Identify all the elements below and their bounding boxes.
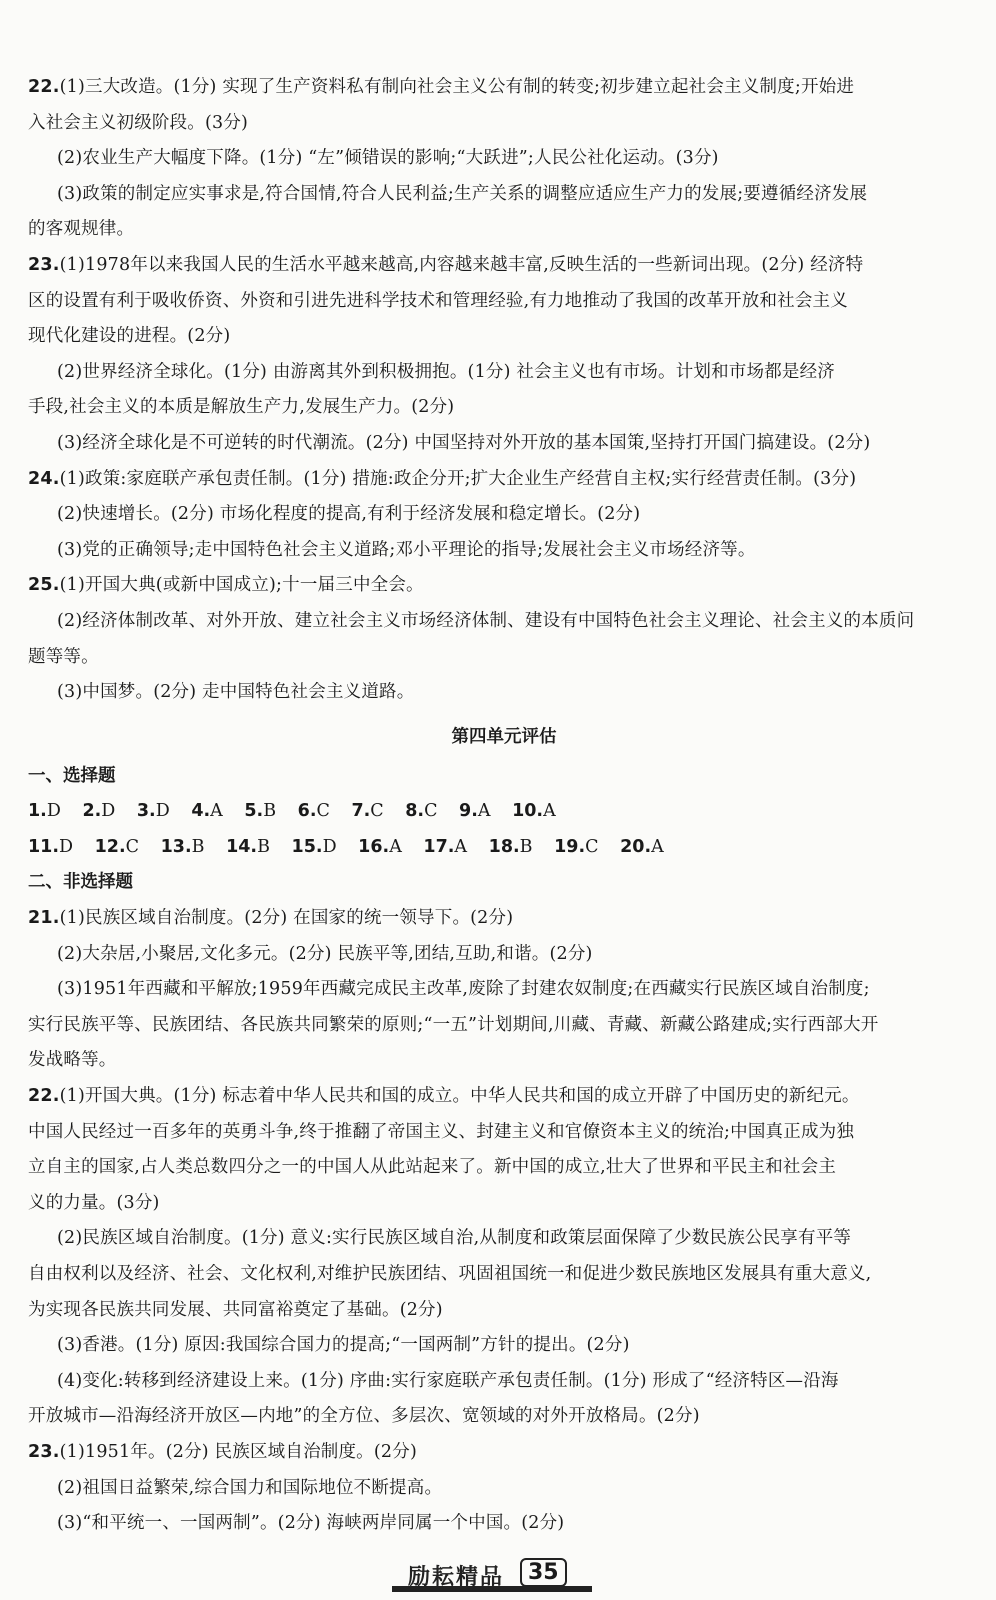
- q22b-line9: (4)变化:转移到经济建设上来。(1分) 序曲:实行家庭联产承包责任制。(1分) 形成了“经济特区—沿海: [57, 1370, 839, 1391]
- q24a-line1: 24.(1)政策:家庭联产承包责任制。(1分) 措施:政企分开;扩大企业生产经营自主权;实行经营责任制。(3分): [28, 468, 857, 489]
- choice-answer: 1.D: [28, 801, 61, 822]
- q22b-line10: 开放城市—沿海经济开放区—内地”的全方位、多层次、宽领域的对外开放格局。(2分): [28, 1406, 700, 1427]
- choice-answer: 14.B: [226, 836, 270, 857]
- question-number: 21.: [28, 908, 60, 929]
- q24a-line2: (2)快速增长。(2分) 市场化程度的提高,有利于经济发展和稳定增长。(2分): [57, 504, 641, 525]
- choice-answer: 18.B: [488, 836, 533, 857]
- question-number: 23.: [28, 1441, 60, 1462]
- q25a-line4: (3)中国梦。(2分) 走中国特色社会主义道路。: [57, 682, 415, 703]
- choice-answer: 9.A: [459, 801, 491, 822]
- q24a-line3: (3)党的正确领导;走中国特色社会主义道路;邓小平理论的指导;发展社会主义市场经济等。: [57, 539, 756, 560]
- q21b-line4: 实行民族平等、民族团结、各民族共同繁荣的原则;“一五”计划期间,川藏、青藏、新藏公路建成;实行西部大开: [28, 1014, 879, 1035]
- section-choice-heading: 一、选择题: [28, 765, 116, 786]
- choice-answer: 17.A: [423, 836, 468, 857]
- footer-brand: 励耘精品: [408, 1565, 505, 1590]
- choice-answer: 2.D: [82, 801, 116, 822]
- q23a-line4: (2)世界经济全球化。(1分) 由游离其外到积极拥抱。(1分) 社会主义也有市场。计划和市场都是经济: [57, 361, 835, 382]
- q22b-line6: 自由权利以及经济、社会、文化权利,对维护民族团结、巩固祖国统一和促进少数民族地区发展具有重大意义,: [28, 1264, 872, 1284]
- answer-page: [28, 70, 980, 1542]
- q23b-line2: (2)祖国日益繁荣,综合国力和国际地位不断提高。: [57, 1477, 443, 1498]
- choice-answer: 20.A: [620, 836, 664, 857]
- q21b-line2: (2)大杂居,小聚居,文化多元。(2分) 民族平等,团结,互助,和谐。(2分): [57, 943, 593, 964]
- q22b-line5: (2)民族区域自治制度。(1分) 意义:实行民族区域自治,从制度和政策层面保障了少数民族公民享有平等: [57, 1228, 852, 1249]
- choice-answer: 11.D: [28, 836, 74, 857]
- choice-answer: 12.C: [94, 836, 140, 857]
- choice-answer: 6.C: [297, 801, 330, 822]
- choice-answer: 15.D: [291, 836, 337, 857]
- q22a-line2: 入社会主义初级阶段。(3分): [28, 112, 249, 133]
- q23a-line5: 手段,社会主义的本质是解放生产力,发展生产力。(2分): [28, 397, 455, 418]
- q23b-line3: (3)“和平统一、一国两制”。(2分) 海峡两岸同属一个中国。(2分): [57, 1513, 565, 1534]
- q21b-line3: (3)1951年西藏和平解放;1959年西藏完成民主改革,废除了封建农奴制度;在西藏实行民族区域自治制度;: [57, 979, 870, 1000]
- q23a-line3: 现代化建设的进程。(2分): [28, 326, 231, 347]
- choice-answers-row-2: [28, 830, 980, 866]
- q22a-line1: 22.(1)三大改造。(1分) 实现了生产资料私有制向社会主义公有制的转变;初步建立起社会主义制度;开始进: [28, 77, 855, 97]
- page-footer: [392, 1560, 592, 1596]
- q23a-line2: 区的设置有利于吸收侨资、外资和引进先进科学技术和管理经验,有力地推动了我国的改革开放和社会主义: [28, 290, 848, 311]
- question-number: 24.: [28, 468, 60, 489]
- q23a-line6: (3)经济全球化是不可逆转的时代潮流。(2分) 中国坚持对外开放的基本国策,坚持打开国门搞建设。(2分): [57, 432, 871, 453]
- section-nonchoice-heading: 二、非选择题: [28, 872, 133, 893]
- q25a-line2: (2)经济体制改革、对外开放、建立社会主义市场经济体制、建设有中国特色社会主义理论、社会主义的本质问: [57, 610, 915, 631]
- page-number: 35: [520, 1558, 567, 1587]
- q22b-line1: 22.(1)开国大典。(1分) 标志着中华人民共和国的成立。中华人民共和国的成立开辟了中国历史的新纪元。: [28, 1086, 860, 1107]
- question-number: 22.: [28, 77, 60, 97]
- q22b-line8: (3)香港。(1分) 原因:我国综合国力的提高;“一国两制”方针的提出。(2分): [57, 1335, 630, 1356]
- choice-answer: 4.A: [191, 801, 223, 822]
- q22b-line7: 为实现各民族共同发展、共同富裕奠定了基础。(2分): [28, 1299, 443, 1320]
- choice-answer: 8.C: [405, 801, 438, 822]
- q21b-line1: 21.(1)民族区域自治制度。(2分) 在国家的统一领导下。(2分): [28, 908, 514, 929]
- choice-answer: 16.A: [358, 836, 402, 857]
- unit-title: 第四单元评估: [451, 726, 557, 747]
- q22a-line4: (3)政策的制定应实事求是,符合国情,符合人民利益;生产关系的调整应适应生产力的发展;要遵循经济发展: [57, 183, 868, 204]
- choice-answer: 19.C: [554, 836, 599, 857]
- choice-answer: 3.D: [136, 801, 170, 822]
- choice-answer: 10.A: [512, 801, 556, 822]
- q22a-line3: (2)农业生产大幅度下降。(1分) “左”倾错误的影响;“大跃进”;人民公社化运动。(3分): [57, 148, 719, 169]
- q22b-line2: 中国人民经过一百多年的英勇斗争,终于推翻了帝国主义、封建主义和官僚资本主义的统治;中国真正成为独: [28, 1121, 855, 1142]
- q25a-line1: 25.(1)开国大典(或新中国成立);十一届三中全会。: [28, 575, 424, 596]
- choice-answer: 13.B: [160, 836, 205, 857]
- question-number: 25.: [28, 575, 60, 596]
- q22b-line3: 立自主的国家,占人类总数四分之一的中国人从此站起来了。新中国的成立,壮大了世界和平民主和社会主: [28, 1157, 837, 1178]
- q22a-line5: 的客观规律。: [28, 219, 135, 240]
- choice-answers-row-1: [28, 794, 980, 830]
- choice-answer: 5.B: [244, 801, 277, 822]
- q21b-line5: 发战略等。: [28, 1050, 117, 1071]
- q22b-line4: 义的力量。(3分): [28, 1192, 160, 1213]
- question-number: 23.: [28, 254, 60, 275]
- question-number: 22.: [28, 1086, 60, 1107]
- q23a-line1: 23.(1)1978年以来我国人民的生活水平越来越高,内容越来越丰富,反映生活的一些新词出现。(2分) 经济特: [28, 254, 864, 275]
- q25a-line3: 题等等。: [28, 646, 99, 667]
- q23b-line1: 23.(1)1951年。(2分) 民族区域自治制度。(2分): [28, 1441, 417, 1462]
- choice-answer: 7.C: [351, 801, 384, 822]
